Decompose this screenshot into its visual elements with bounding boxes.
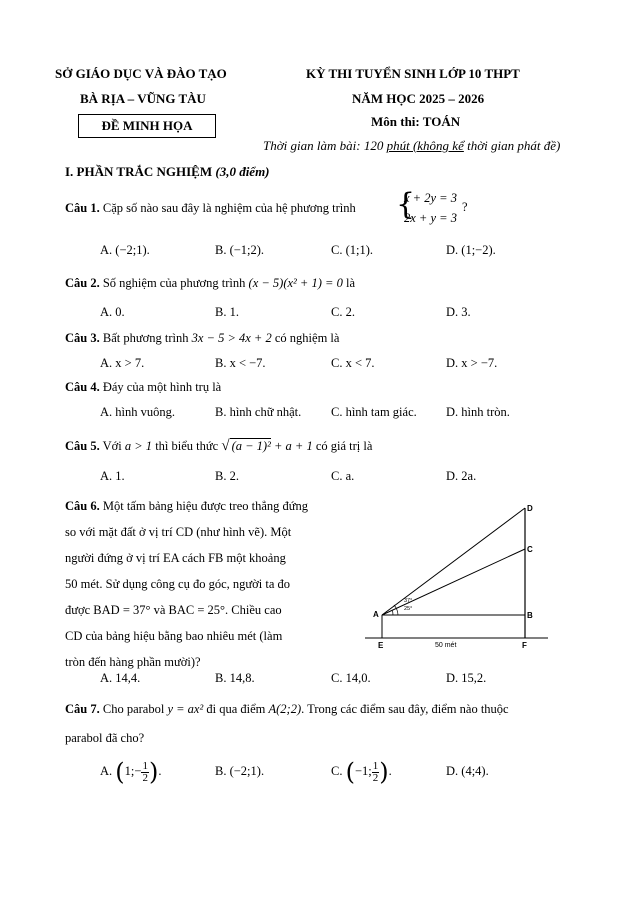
q4-option-a[interactable]: A. hình vuông. <box>100 405 175 419</box>
q2-option-b[interactable]: B. 1. <box>215 305 239 319</box>
distance-label: 50 mét <box>435 642 457 649</box>
school-year: NĂM HỌC 2025 – 2026 <box>352 91 485 106</box>
subject: Môn thi: TOÁN <box>371 114 461 129</box>
q3-option-a[interactable]: A. x > 7. <box>100 356 145 370</box>
label-d: D <box>527 504 533 513</box>
question-6: Câu 6. Một tấm bảng hiệu được treo thẳng đứng so với mặt đất ở vị trí CD (như hình vẽ). Một người đứng ở vị trí EA cách FB một khoảng 50 mét. Sử dụng công cụ đo góc, người ta đo được BAD = 37° và BAC = 25°. Chiều cao CD của bảng hiệu bằng bao nhiêu mét (làm tròn đến hàng phần mười)? <box>65 499 309 669</box>
question-5: Câu 5. Với a > 1 thì biểu thức √ (a − 1)² + a + 1 có giá trị là <box>65 438 373 454</box>
angle-label-37: 37° <box>404 598 413 604</box>
q3-option-c[interactable]: C. x < 7. <box>331 356 375 370</box>
system-brace: { <box>396 187 416 222</box>
section-title: I. PHẦN TRẮC NGHIỆM (3,0 điểm) <box>65 164 270 179</box>
q5-option-d[interactable]: D. 2a. <box>446 469 477 483</box>
q7-option-d[interactable]: D. (4;4). <box>446 764 489 778</box>
question-7-line2: parabol đã cho? <box>65 731 145 745</box>
angle-label-25: 25° <box>404 606 413 612</box>
q7-option-b[interactable]: B. (−2;1). <box>215 764 265 778</box>
q1-option-d[interactable]: D. (1;−2). <box>446 243 496 257</box>
q6-option-d[interactable]: D. 15,2. <box>446 671 487 685</box>
time-limit: Thời gian làm bài: 120 phút (không kể thời gian phát đề) <box>263 138 561 153</box>
q2-option-a[interactable]: A. 0. <box>100 305 125 319</box>
q1-end: ? <box>462 200 468 214</box>
q5-option-a[interactable]: A. 1. <box>100 469 125 483</box>
q3-option-b[interactable]: B. x < −7. <box>215 356 266 370</box>
question-2: Câu 2. Số nghiệm của phương trình (x − 5)(x² + 1) = 0 là <box>65 276 355 290</box>
q6-option-c[interactable]: C. 14,0. <box>331 671 371 685</box>
q2-option-c[interactable]: C. 2. <box>331 305 355 319</box>
label-c: C <box>527 545 533 554</box>
q5-option-c[interactable]: C. a. <box>331 469 355 483</box>
q1-option-b[interactable]: B. (−1;2). <box>215 243 265 257</box>
question-1: Câu 1. Cặp số nào sau đây là nghiệm của hệ phương trình <box>65 201 356 215</box>
label-e: E <box>378 641 384 650</box>
label-b: B <box>527 611 533 620</box>
label-f: F <box>522 641 527 650</box>
label-a: A <box>373 610 379 619</box>
q4-option-c[interactable]: C. hình tam giác. <box>331 405 417 419</box>
q6-figure <box>360 498 555 653</box>
system-eq-2: 2x + y = 3 <box>404 211 457 225</box>
exam-title: KỲ THI TUYỂN SINH LỚP 10 THPT <box>306 66 520 81</box>
angle-arc-37 <box>394 605 398 615</box>
question-7: Câu 7. Cho parabol y = ax² đi qua điểm A(2;2). Trong các điểm sau đây, điểm nào thuộc <box>65 702 509 716</box>
q5-option-b[interactable]: B. 2. <box>215 469 239 483</box>
q2-option-d[interactable]: D. 3. <box>446 305 471 319</box>
q4-option-b[interactable]: B. hình chữ nhật. <box>215 405 302 419</box>
q6-option-a[interactable]: A. 14,4. <box>100 671 141 685</box>
q7-option-a[interactable]: A. (1;− $\frac{1}{2}$ ). <box>100 758 162 786</box>
q1-option-c[interactable]: C. (1;1). <box>331 243 374 257</box>
sample-exam-stamp: ĐỀ MINH HỌA <box>78 114 216 138</box>
question-4: Câu 4. Đáy của một hình trụ là <box>65 380 222 394</box>
province-name: BÀ RỊA – VŨNG TÀU <box>80 91 206 106</box>
angle-arc-25 <box>392 610 393 615</box>
question-3: Câu 3. Bất phương trình 3x − 5 > 4x + 2 có nghiệm là <box>65 331 340 345</box>
q6-option-b[interactable]: B. 14,8. <box>215 671 255 685</box>
system-eq-1: x + 2y = 3 <box>404 191 457 205</box>
q7-option-c[interactable]: C. (−1; $\frac{1}{2}$ ). <box>331 758 392 786</box>
department-name: SỞ GIÁO DỤC VÀ ĐÀO TẠO <box>55 66 227 81</box>
q4-option-d[interactable]: D. hình tròn. <box>446 405 510 419</box>
q1-option-a[interactable]: A. (−2;1). <box>100 243 150 257</box>
q3-option-d[interactable]: D. x > −7. <box>446 356 498 370</box>
